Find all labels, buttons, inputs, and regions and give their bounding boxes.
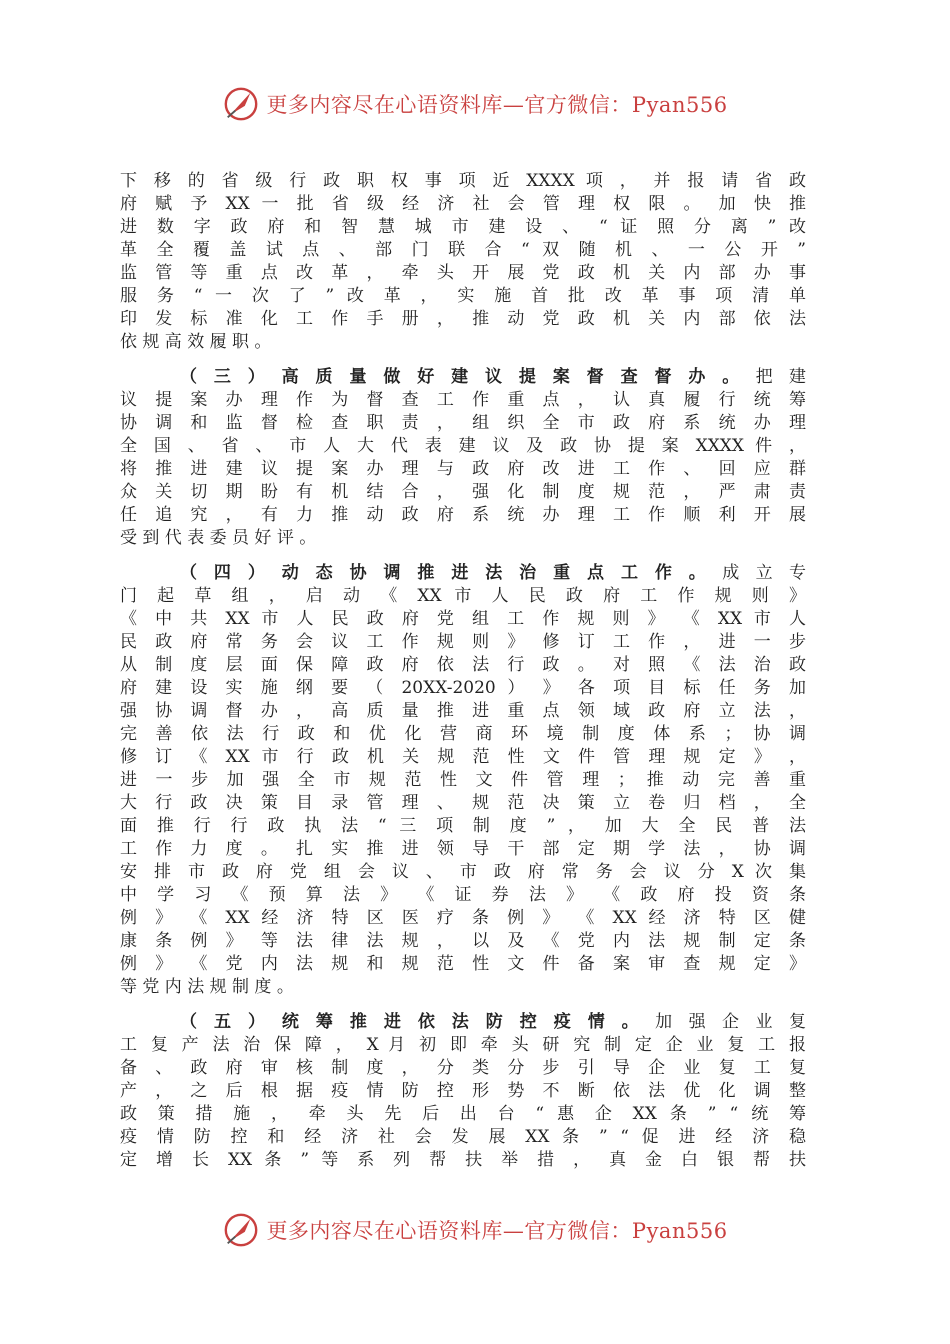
watermark-text: 更多内容尽在心语资料库—官方微信：Pyan556: [266, 1219, 728, 1243]
text-line: 进 数 字 政 府 和 智 慧 城 市 建 设 、 “ 证 照 分 离 ” 改: [120, 217, 806, 237]
text-line: 依 规 高 效 履 职 。: [120, 332, 272, 352]
paragraph-section-3: [120, 366, 806, 550]
text-line: [120, 1011, 806, 1034]
text-line: 例 》 《 XX 经 济 特 区 医 疗 条 例 》 《 XX 经 济 特 区 健: [120, 908, 806, 928]
text-line: 民 政 府 常 务 会 议 工 作 规 则 》 修 订 工 作 ， 进 一 步: [120, 632, 806, 652]
text-line: [120, 366, 806, 389]
text-line: 众 关 切 期 盼 有 机 结 合 ， 强 化 制 度 规 范 ， 严 肃 责: [120, 482, 806, 502]
text-line: 修 订 《 XX 市 行 政 机 关 规 范 性 文 件 管 理 规 定 》 ，: [120, 747, 806, 767]
text-line: 府 赋 予 XX 一 批 省 级 经 济 社 会 管 理 权 限 。 加 快 推: [120, 194, 806, 214]
text-line: 疫 情 防 控 和 经 济 社 会 发 展 XX 条 ” “ 促 进 经 济 稳: [120, 1127, 806, 1147]
text-line: 完 善 依 法 行 政 和 优 化 营 商 环 境 制 度 体 系 ； 协 调: [120, 724, 806, 744]
text-line: 议 提 案 办 理 作 为 督 查 工 作 重 点 ， 认 真 履 行 统 筹: [120, 390, 806, 410]
text-line: 从 制 度 层 面 保 障 政 府 依 法 行 政 。 对 照 《 法 治 政: [120, 655, 806, 675]
text-line: 府 建 设 实 施 纲 要 （ 20XX-2020 ） 》 各 项 目 标 任 务 加: [120, 678, 806, 698]
text-line: 服 务 “ 一 次 了 ” 改 革 ， 实 施 首 批 改 革 事 项 清 单: [120, 286, 806, 306]
watermark-text: 更多内容尽在心语资料库—官方微信：Pyan556: [266, 93, 728, 117]
text-line: 定 增 长 XX 条 ” 等 系 列 帮 扶 举 措 ， 真 金 白 银 帮 扶: [120, 1150, 806, 1170]
text-line: 将 推 进 建 议 提 案 办 理 与 政 府 改 进 工 作 、 回 应 群: [120, 459, 806, 479]
text-line: 监 管 等 重 点 改 革 ， 牵 头 开 展 党 政 机 关 内 部 办 事: [120, 263, 806, 283]
text-line: 安 排 市 政 府 党 组 会 议 、 市 政 府 常 务 会 议 分 X 次 集: [120, 862, 806, 882]
section-heading: （ 五 ） 统 筹 推 进 依 法 防 控 疫 情 。: [180, 1012, 645, 1032]
text-line: 康 条 例 》 等 法 律 法 规 ， 以 及 《 党 内 法 规 制 定 条: [120, 931, 806, 951]
paragraph-1: [120, 170, 806, 354]
text-fragment: 把 建: [755, 367, 806, 387]
text-line: 门 起 草 组 ， 启 动 《 XX 市 人 民 政 府 工 作 规 则 》: [120, 586, 806, 606]
text-fragment: 加 强 企 业 复: [655, 1012, 806, 1032]
text-line: 强 协 调 督 办 ， 高 质 量 推 进 重 点 领 域 政 府 立 法 ，: [120, 701, 806, 721]
text-line: 全 国 、 省 、 市 人 大 代 表 建 议 及 政 协 提 案 XXXX 件 ，: [120, 436, 806, 456]
text-line: 工 作 力 度 。 扎 实 推 进 领 导 干 部 定 期 学 法 ， 协 调: [120, 839, 806, 859]
section-heading: （ 三 ） 高 质 量 做 好 建 议 提 案 督 查 督 办 。: [180, 367, 745, 387]
text-line: 进 一 步 加 强 全 市 规 范 性 文 件 管 理 ； 推 动 完 善 重: [120, 770, 806, 790]
text-fragment: 成 立 专: [722, 563, 806, 583]
text-line: 面 推 行 行 政 执 法 “ 三 项 制 度 ” ， 加 大 全 民 普 法: [120, 816, 806, 836]
text-line: 革 全 覆 盖 试 点 、 部 门 联 合 “ 双 随 机 、 一 公 开 ”: [120, 240, 806, 260]
quill-logo-icon: [222, 85, 260, 123]
text-line: [120, 562, 806, 585]
text-line: 中 学 习 《 预 算 法 》 《 证 券 法 》 《 政 府 投 资 条: [120, 885, 806, 905]
text-line: 受 到 代 表 委 员 好 评 。: [120, 528, 317, 548]
watermark-footer: [0, 1210, 950, 1250]
document-body: [120, 170, 806, 1184]
watermark-header: [0, 84, 950, 124]
text-line: 产 ， 之 后 根 据 疫 情 防 控 形 势 不 断 依 法 优 化 调 整: [120, 1081, 806, 1101]
section-heading: （ 四 ） 动 态 协 调 推 进 法 治 重 点 工 作 。: [180, 563, 712, 583]
text-line: 印 发 标 准 化 工 作 手 册 ， 推 动 党 政 机 关 内 部 依 法: [120, 309, 806, 329]
text-line: 工 复 产 法 治 保 障 ， X 月 初 即 牵 头 研 究 制 定 企 业 复 工 报: [120, 1035, 806, 1055]
text-line: 备 、 政 府 审 核 制 度 ， 分 类 分 步 引 导 企 业 复 工 复: [120, 1058, 806, 1078]
text-line: 协 调 和 监 督 检 查 职 责 ， 组 织 全 市 政 府 系 统 办 理: [120, 413, 806, 433]
quill-logo-icon: [222, 1211, 260, 1249]
text-line: 任 追 究 ， 有 力 推 动 政 府 系 统 办 理 工 作 顺 利 开 展: [120, 505, 806, 525]
text-line: 例 》 《 党 内 法 规 和 规 范 性 文 件 备 案 审 查 规 定 》: [120, 954, 806, 974]
paragraph-section-4: [120, 562, 806, 999]
text-line: 大 行 政 决 策 目 录 管 理 、 规 范 决 策 立 卷 归 档 ， 全: [120, 793, 806, 813]
text-line: 《 中 共 XX 市 人 民 政 府 党 组 工 作 规 则 》 《 XX 市 人: [120, 609, 806, 629]
text-line: 等 党 内 法 规 制 度 。: [120, 977, 294, 997]
text-line: 政 策 措 施 ， 牵 头 先 后 出 台 “ 惠 企 XX 条 ” “ 统 筹: [120, 1104, 806, 1124]
paragraph-section-5: [120, 1011, 806, 1172]
text-line: 下 移 的 省 级 行 政 职 权 事 项 近 XXXX 项 ， 并 报 请 省 政: [120, 171, 806, 191]
